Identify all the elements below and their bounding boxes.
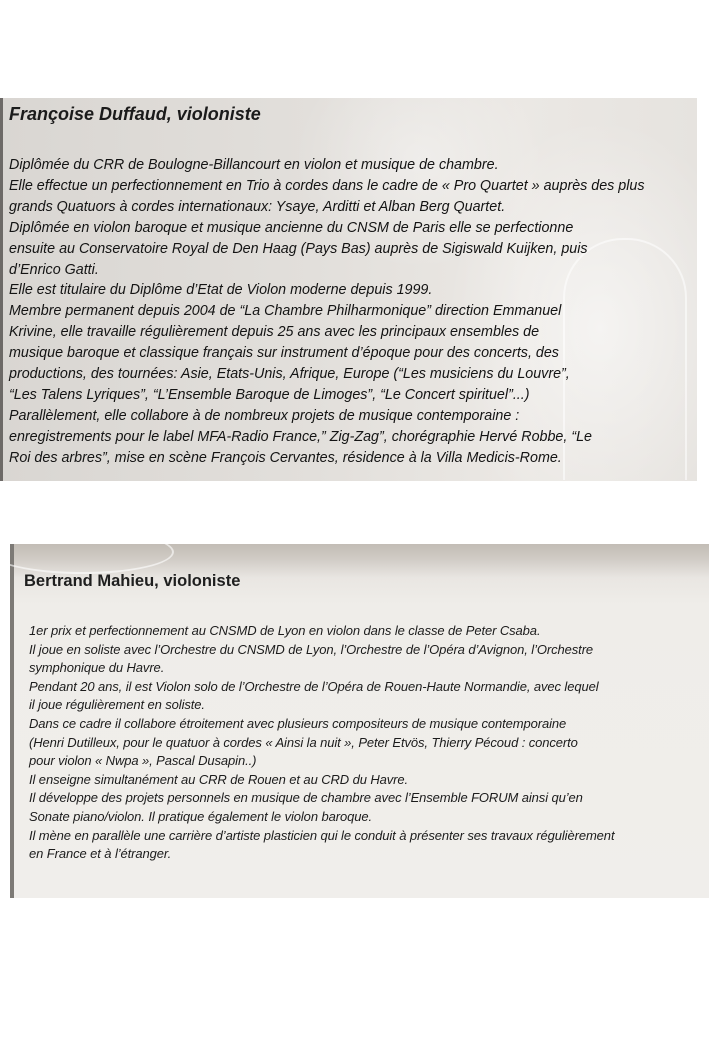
bio-line: en France et à l’étranger.	[29, 846, 172, 862]
bio-line: Dans ce cadre il collabore étroitement avec plusieurs compositeurs de musique contemporaine	[29, 715, 567, 731]
bio-line: enregistrements pour le label MFA-Radio France,” Zig-Zag”, chorégraphie Hervé Robbe, “Le	[9, 428, 592, 445]
bio-line: ensuite au Conservatoire Royal de Den Haag (Pays Bas) auprès de Sigiswald Kuijken, puis	[9, 240, 588, 257]
bio-line: d’Enrico Gatti.	[9, 261, 99, 278]
bio-line: productions, des tournées: Asie, Etats-Unis, Afrique, Europe (“Les musiciens du Louvre”,	[9, 366, 570, 383]
bio-line: Il joue en soliste avec l’Orchestre du CNSMD de Lyon, l’Orchestre de l’Opéra d’Avignon, l’Orchestre	[29, 641, 594, 657]
bio-text	[29, 622, 709, 864]
bio-line: pour violon « Nwpa », Pascal Dusapin..)	[29, 753, 257, 769]
panel-edge	[0, 98, 3, 481]
bio-line: il joue régulièrement en soliste.	[29, 697, 205, 713]
bio-title: Bertrand Mahieu, violoniste	[24, 572, 241, 590]
bio-line: Elle est titulaire du Diplôme d’Etat de Violon moderne depuis 1999.	[9, 282, 433, 299]
bio-line: Sonate piano/violon. Il pratique également le violon baroque.	[29, 808, 372, 824]
panel-edge	[10, 544, 14, 898]
bio-title: Françoise Duffaud, violoniste	[9, 104, 261, 124]
bio-line: Pendant 20 ans, il est Violon solo de l’Orchestre de l’Opéra de Rouen-Haute Normandie, avec lequel	[29, 678, 599, 694]
bio-line: grands Quatuors à cordes internationaux: Ysaye, Arditti et Alban Berg Quartet.	[9, 198, 506, 215]
bio-line: Diplômée en violon baroque et musique ancienne du CNSM de Paris elle se perfectionne	[9, 219, 574, 236]
bio-line: Parallèlement, elle collabore à de nombreux projets de musique contemporaine :	[9, 407, 520, 424]
bio-line: Elle effectue un perfectionnement en Trio à cordes dans le cadre de « Pro Quartet » auprès des plus	[9, 177, 645, 194]
bio-panel-mahieu	[10, 544, 709, 898]
bio-line: “Les Talens Lyriques”, “L’Ensemble Baroque de Limoges”, “Le Concert spirituel”...)	[9, 386, 530, 403]
bio-line: 1er prix et perfectionnement au CNSMD de Lyon en violon dans le classe de Peter Csaba.	[29, 623, 541, 638]
bio-line: Il développe des projets personnels en musique de chambre avec l’Ensemble FORUM ainsi qu’en	[29, 790, 583, 806]
bio-line: Roi des arbres”, mise en scène François Cervantes, résidence à la Villa Medicis-Rome.	[9, 449, 562, 466]
bio-line: Il enseigne simultanément au CRR de Rouen et au CRD du Havre.	[29, 771, 409, 787]
bio-line: (Henri Dutilleux, pour le quatuor à cordes « Ainsi la nuit », Peter Etvös, Thierry Pécoud : concerto	[29, 734, 578, 750]
bio-text	[9, 155, 697, 469]
bio-line: Il mène en parallèle une carrière d’artiste plasticien qui le conduit à présenter ses travaux régulièrement	[29, 827, 615, 843]
background-dome	[10, 544, 174, 574]
bio-line: Membre permanent depuis 2004 de “La Chambre Philharmonique” direction Emmanuel	[9, 303, 562, 320]
bio-line: Diplômée du CRR de Boulogne-Billancourt en violon et musique de chambre.	[9, 157, 499, 173]
bio-line: musique baroque et classique français sur instrument d’époque pour des concerts, des	[9, 345, 559, 362]
bio-line: Krivine, elle travaille régulièrement depuis 25 ans avec les principaux ensembles de	[9, 324, 540, 341]
bio-line: symphonique du Havre.	[29, 660, 165, 676]
bio-panel-duffaud	[0, 98, 697, 481]
